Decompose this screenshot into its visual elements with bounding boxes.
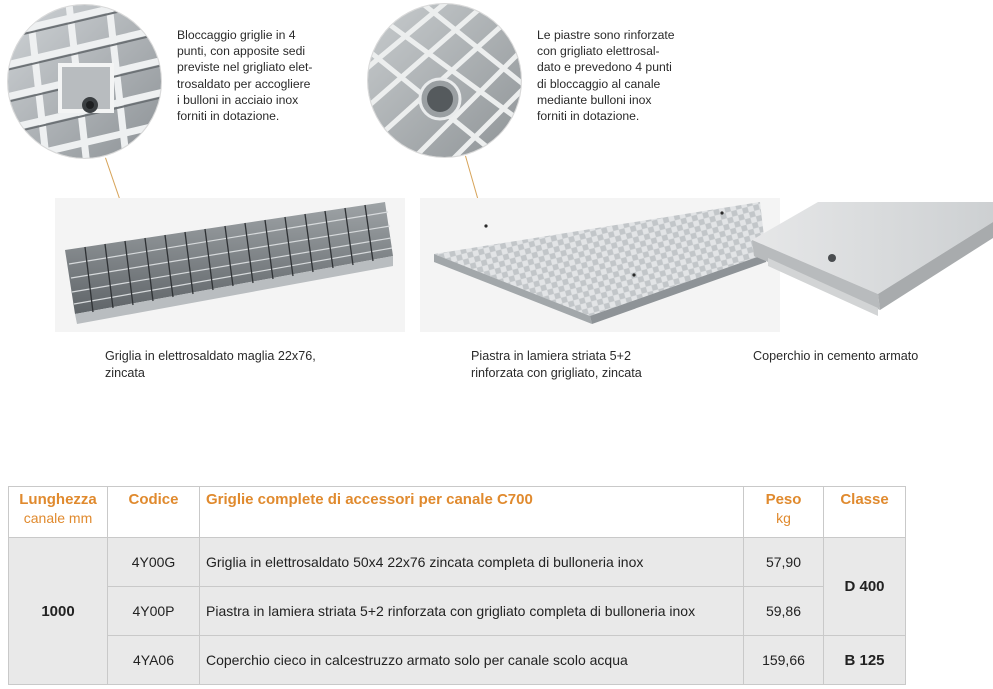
table-row	[9, 636, 906, 685]
plate-lock-zoom-image	[368, 4, 521, 157]
descrizione-cell: Griglia in elettrosaldato 50x4 22x76 zincata completa di bulloneria inox	[200, 538, 744, 587]
header-peso-unit: kg	[776, 510, 791, 526]
grating-caption: Griglia in elettrosaldato maglia 22x76, zincata	[105, 349, 316, 380]
peso-cell: 59,86	[744, 587, 824, 636]
classe-cell: B 125	[824, 636, 906, 685]
table-row	[9, 587, 906, 636]
peso-cell: 159,66	[744, 636, 824, 685]
descrizione-cell: Piastra in lamiera striata 5+2 rinforzata con grigliato completa di bulloneria inox	[200, 587, 744, 636]
header-classe: Classe	[824, 487, 906, 538]
table-header-row	[9, 487, 906, 538]
descrizione-cell: Coperchio cieco in calcestruzzo armato solo per canale scolo acqua	[200, 636, 744, 685]
concrete-cover-caption: Coperchio in cemento armato	[753, 349, 919, 363]
header-lunghezza	[9, 487, 108, 538]
steel-grating-image	[55, 198, 405, 332]
grating-lock-zoom-image	[8, 5, 161, 158]
codice-cell: 4Y00P	[108, 587, 200, 636]
lunghezza-cell: 1000	[9, 538, 108, 685]
callout-2-text: Le piastre sono rinforzate con grigliato elettrosal- dato e prevedono 4 punti di bloccaggio al canale mediante bulloni inox forniti in dotazione.	[537, 28, 675, 124]
concrete-cover-image	[748, 198, 993, 322]
table-row	[9, 538, 906, 587]
peso-cell: 57,90	[744, 538, 824, 587]
header-lunghezza-unit: canale mm	[23, 510, 93, 526]
checker-plate-image	[420, 198, 780, 332]
header-descrizione: Griglie complete di accessori per canale C700	[200, 487, 744, 538]
classe-cell: D 400	[824, 538, 906, 636]
callout-1-text: Bloccaggio griglie in 4 punti, con apposite sedi previste nel grigliato elet- trosaldato per accogliere i bulloni in acciaio inox forniti in dotazione.	[177, 28, 313, 124]
specification-table	[8, 486, 906, 685]
codice-cell: 4YA06	[108, 636, 200, 685]
header-peso	[744, 487, 824, 538]
codice-cell: 4Y00G	[108, 538, 200, 587]
header-codice: Codice	[108, 487, 200, 538]
plate-caption: Piastra in lamiera striata 5+2 rinforzata con grigliato, zincata	[471, 349, 642, 380]
header-peso-label: Peso	[765, 491, 802, 508]
header-lunghezza-label: Lunghezza	[19, 491, 97, 508]
